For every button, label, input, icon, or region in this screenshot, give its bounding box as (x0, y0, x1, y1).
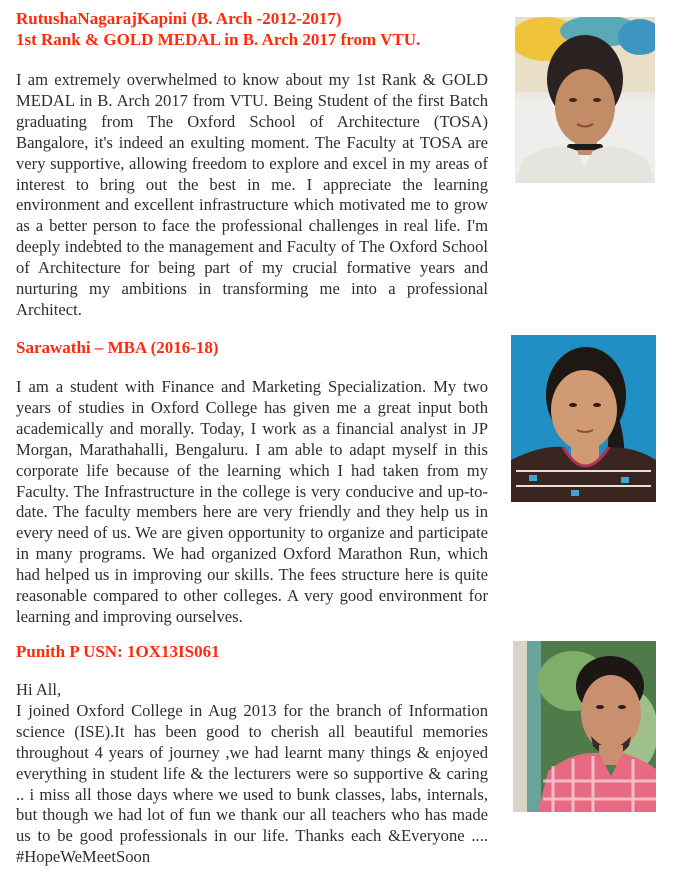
testimonial-photo-3 (513, 641, 656, 812)
testimonial-body: I am extremely overwhelmed to know about my 1st Rank & GOLD MEDAL in B. Arch 2017 from VTU. Being Student of the first Batch graduating from The Oxford School of Architecture (TOSA) Bangalore, it's indeed an exulting moment. The Faculty at TOSA are very supportive, allowing freedom to explore and excel in my areas of interest to bring out the best in me. I appreciate the learning environment and excellent infrastructure which motivated me to grow as a better person to face the professional challenges in real life. I'm deeply indebted to the management and Faculty of The Oxford School of Architecture for being part of my crucial formative years and nurturing my ambitions in transforming me into a professional Architect. (16, 70, 488, 319)
heading-award-line: 1st Rank & GOLD MEDAL in B. Arch 2017 from VTU. (16, 30, 421, 49)
heading-name-line: Sarawathi – MBA (2016-18) (16, 338, 219, 357)
heading-name-line: Punith P USN: 1OX13IS061 (16, 642, 220, 661)
testimonial-1 (16, 8, 488, 321)
testimonial-2 (16, 337, 488, 628)
testimonial-3 (16, 641, 488, 868)
portrait-photo (511, 335, 656, 502)
testimonial-photo-2 (511, 335, 656, 502)
testimonial-body: I joined Oxford College in Aug 2013 for the branch of Information science (ISE).It has been good to cherish all beautiful memories throughout 4 years of journey ,we had learnt many things & enjoyed everything in student life & the lecturers were so supportive & caring .. i miss all those days where we used to bunk classes, labs, internals, but though we had lot of fun we thank our all teachers who has made us to be good professionals in our life. Thanks each &Everyone .... #HopeWeMeetSoon (16, 700, 488, 867)
testimonial-heading (16, 337, 488, 358)
testimonial-greeting: Hi All, (16, 680, 62, 699)
testimonial-heading (16, 8, 488, 50)
portrait-photo (515, 17, 655, 183)
testimonial-heading (16, 641, 488, 662)
testimonial-body: I am a student with Finance and Marketing Specialization. My two years of studies in Oxford College has given me a great input both academically and morally. Today, I work as a financial analyst in JP Morgan, Marathahalli, Bengaluru. I am able to adapt myself in this corporate life because of the learning which I had taken from my Faculty. The Infrastructure in the college is very conducive and up-to-date. The faculty members here are very friendly and they help us in every need of us. We are given opportunity to organize and participate in many programs. We had organized Oxford Marathon Run, which had helped us in improving our skills. The fees structure here is quite reasonable compared to other colleges. A very good environment for learning and improving ourselves. (16, 377, 488, 626)
heading-name-line: RutushaNagarajKapini (B. Arch -2012-2017) (16, 9, 342, 28)
portrait-photo (513, 641, 656, 812)
testimonial-photo-1 (515, 17, 655, 183)
